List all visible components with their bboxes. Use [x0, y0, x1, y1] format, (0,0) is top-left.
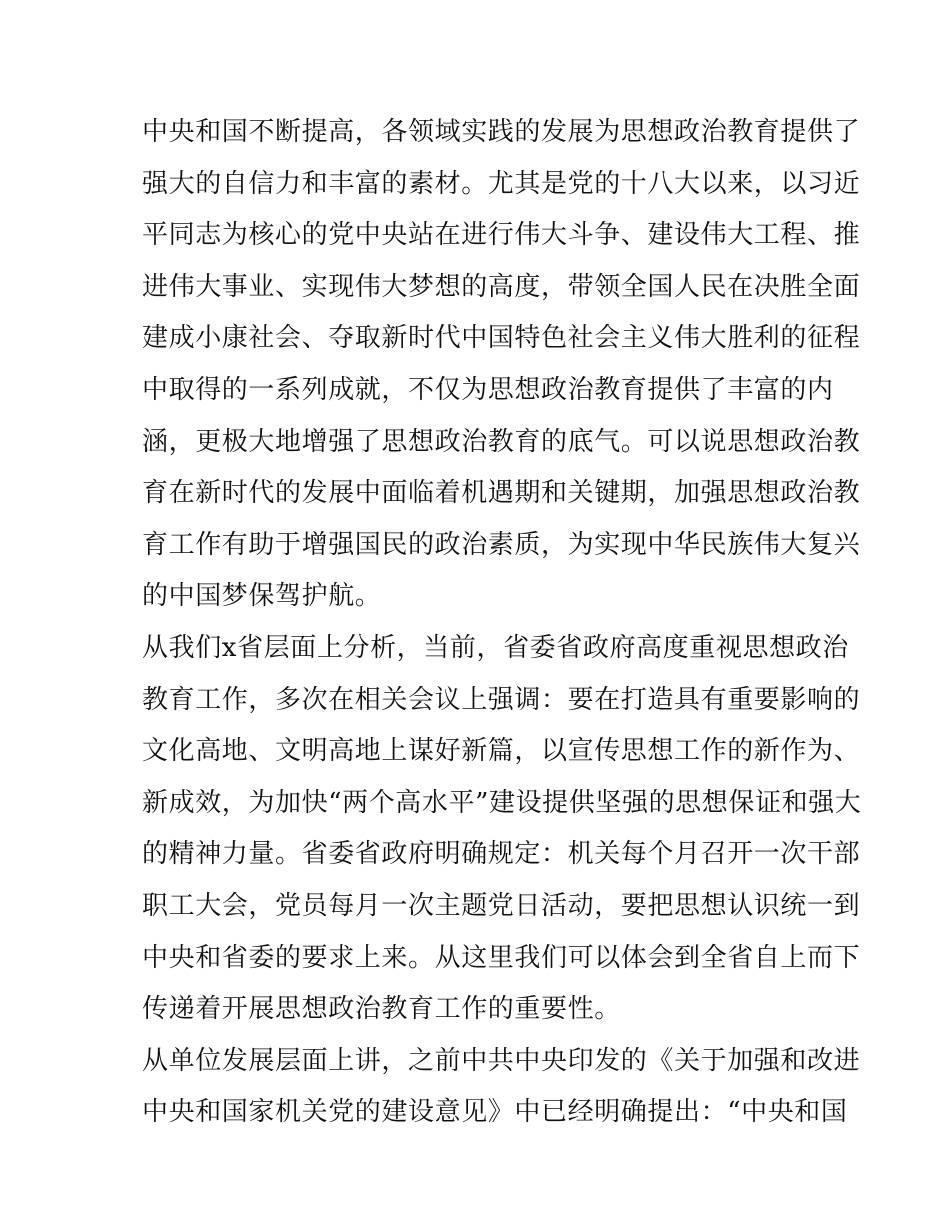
- text-line: 传递着开展思想政治教育工作的重要性。: [142, 994, 621, 1025]
- text-line: 中央和国家机关党的建设意见》中已经明确提出：“中央和国: [142, 1097, 848, 1128]
- text-line: 教育工作，多次在相关会议上强调：要在打造具有重要影响的: [142, 684, 861, 715]
- text-line: 职工大会，党员每月一次主题党日活动，要把思想认识统一到: [142, 890, 861, 921]
- text-line: 新成效，为加快“两个高水平”建设提供坚强的思想保证和强大: [142, 787, 862, 818]
- text-line: 育在新时代的发展中面临着机遇期和关键期，加强思想政治教: [142, 478, 861, 509]
- text-line: 的精神力量。省委省政府明确规定：机关每个月召开一次干部: [142, 839, 861, 870]
- text-line: 平同志为核心的党中央站在进行伟大斗争、建设伟大工程、推: [142, 220, 861, 251]
- text-line: 中央和国不断提高，各领域实践的发展为思想政治教育提供了: [142, 117, 861, 147]
- text-line: 中央和省委的要求上来。从这里我们可以体会到全省自上而下: [142, 942, 861, 973]
- text-line: 从单位发展层面上讲，之前中共中央印发的《关于加强和改进: [142, 1045, 861, 1076]
- text-line: 从我们x省层面上分析，当前，省委省政府高度重视思想政治: [142, 632, 849, 663]
- text-line: 建成小康社会、夺取新时代中国特色社会主义伟大胜利的征程: [142, 323, 861, 354]
- text-line: 强大的自信力和丰富的素材。尤其是党的十八大以来，以习近: [142, 168, 861, 199]
- text-line: 涵，更极大地增强了思想政治教育的底气。可以说思想政治教: [142, 426, 861, 457]
- text-line: 文化高地、文明高地上谋好新篇，以宣传思想工作的新作为、: [142, 736, 861, 767]
- text-line: 的中国梦保驾护航。: [142, 581, 382, 612]
- text-line: 育工作有助于增强国民的政治素质，为实现中华民族伟大复兴: [142, 529, 861, 560]
- body-text: [142, 107, 862, 1139]
- text-line: 进伟大事业、实现伟大梦想的高度，带领全国人民在决胜全面: [142, 271, 861, 302]
- text-line: 中取得的一系列成就，不仅为思想政治教育提供了丰富的内: [142, 374, 834, 405]
